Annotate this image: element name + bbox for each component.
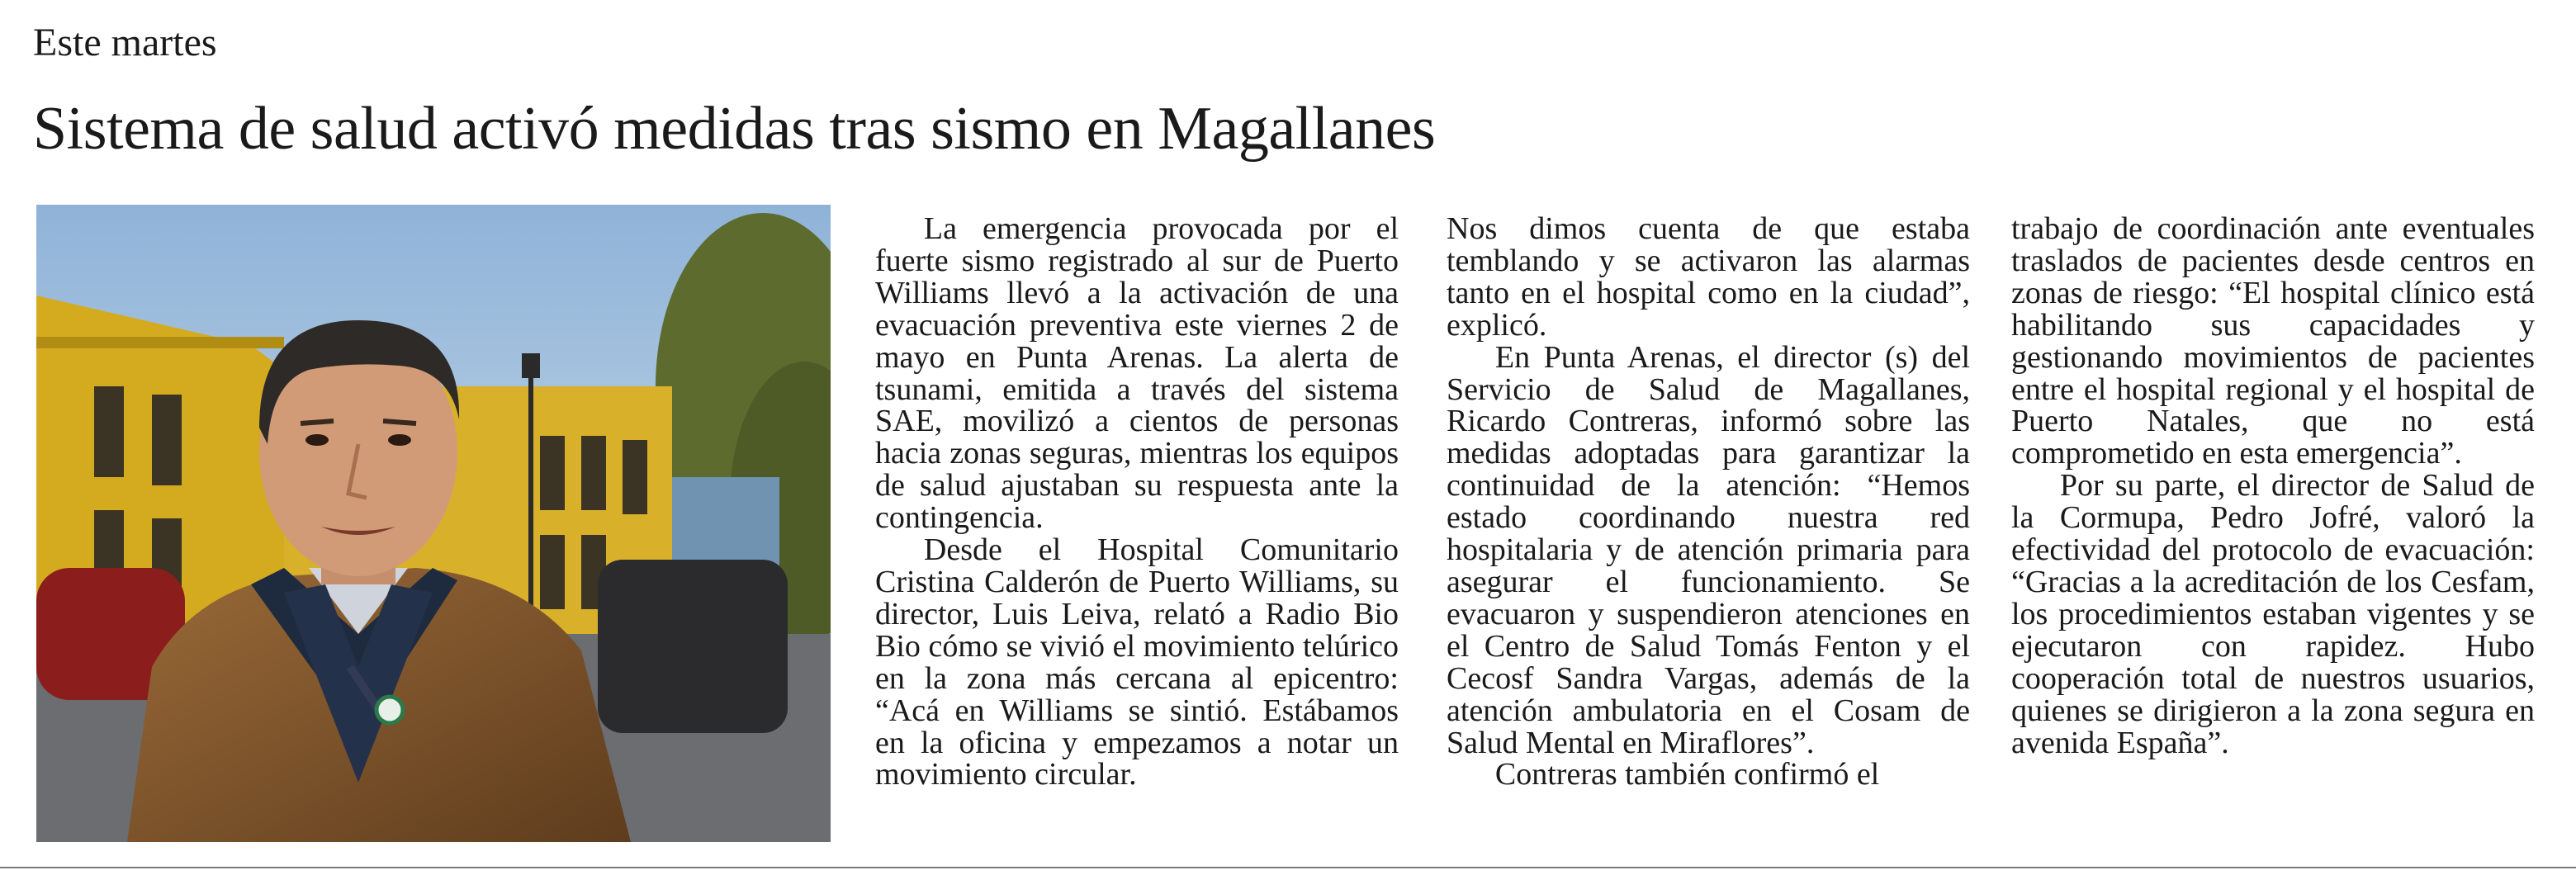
article-paragraph: Por su parte, el director de Salud de la Cormupa, Pedro Jofré, valoró la efectividad del protocolo de evacuación: “Gracias a la acreditación de los Cesfam, los procedimientos estaban vigentes y se ejecutaron con rapidez. Hubo cooperación total de nuestros usuarios, quienes se dirigieron a la zona segura en avenida España”. <box>2011 468 2535 760</box>
article-kicker: Este martes <box>33 21 217 64</box>
article-paragraph: En Punta Arenas, el director (s) del Servicio de Salud de Magallanes, Ricardo Contreras, informó sobre las medidas adoptadas para garantizar la continuidad de la atención: “Hemos estado coordinando nuestra red hospitalaria y de atención primaria para asegurar el funcionamiento. Se evacuaron y suspendieron atenciones en el Centro de Salud Tomás Fenton y el Cecosf Sandra Vargas, además de la atención ambulatoria en el Cosam de Salud Mental en Miraflores”. <box>1447 339 1970 760</box>
article-paragraph: Nos dimos cuenta de que estaba temblando y se activaron las alarmas tanto en el hospital como en la ciudad”, explicó. <box>1447 211 1970 343</box>
article-paragraph: Desde el Hospital Comunitario Cristina Calderón de Puerto Williams, su director, Luis Leiva, relató a Radio Bio Bio cómo se vivió el movimiento telúrico en la zona más cercana al epicentro: “Acá en Williams se sintió. Estábamos en la oficina y empezamos a notar un movimiento circular. <box>875 532 1399 792</box>
article-column-1 <box>875 213 1399 791</box>
article-headline: Sistema de salud activó medidas tras sismo en Magallanes <box>33 95 1436 163</box>
article-paragraph: trabajo de coordinación ante eventuales traslados de pacientes desde centros en zonas de riesgo: “El hospital clínico está habilitando sus capacidades y gestionando movimientos de pacientes entre el hospital regional y el hospital de Puerto Natales, que no está comprometido en esta emergencia”. <box>2011 211 2535 471</box>
article-paragraph: La emergencia provocada por el fuerte sismo registrado al sur de Puerto Williams llevó a la activación de una evacuación preventiva este viernes 2 de mayo en Punta Arenas. La alerta de tsunami, emitida a través del sistema SAE, movilizó a cientos de personas hacia zonas seguras, mientras los equipos de salud ajustaban su respuesta ante la contingencia. <box>875 211 1399 536</box>
article-column-2 <box>1447 213 1970 791</box>
article-photo <box>36 205 831 842</box>
article-paragraph: Contreras también confirmó el <box>1494 757 1880 792</box>
article-column-3 <box>2011 213 2535 759</box>
bottom-divider <box>0 867 2576 868</box>
photo-man-in-front-of-building <box>36 205 831 842</box>
